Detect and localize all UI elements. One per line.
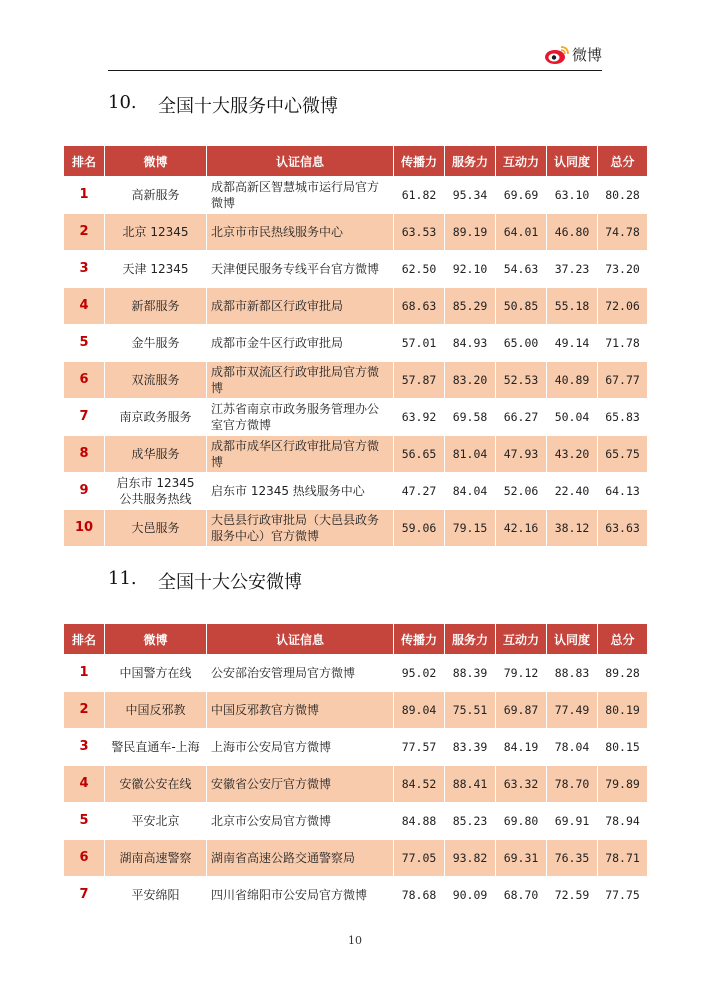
section-number: 10. bbox=[108, 92, 137, 113]
police-ranking-table bbox=[63, 623, 648, 914]
cell-name: 中国警方在线 bbox=[105, 655, 207, 692]
cell-total: 64.13 bbox=[598, 473, 648, 510]
cell-info: 四川省绵阳市公安局官方微博 bbox=[207, 877, 394, 914]
cell-name: 中国反邪教 bbox=[105, 692, 207, 729]
cell-name: 平安绵阳 bbox=[105, 877, 207, 914]
column-header: 互动力 bbox=[496, 624, 547, 655]
cell-info: 公安部治安管理局官方微博 bbox=[207, 655, 394, 692]
column-header: 微博 bbox=[105, 146, 207, 177]
table-row bbox=[64, 325, 648, 362]
table-row bbox=[64, 362, 648, 399]
cell-service: 88.39 bbox=[445, 655, 496, 692]
table-row bbox=[64, 729, 648, 766]
cell-total: 80.19 bbox=[598, 692, 648, 729]
cell-spread: 62.50 bbox=[394, 251, 445, 288]
table-row bbox=[64, 877, 648, 914]
cell-info: 北京市市民热线服务中心 bbox=[207, 214, 394, 251]
table-row bbox=[64, 766, 648, 803]
column-header: 互动力 bbox=[496, 146, 547, 177]
cell-recognition: 78.70 bbox=[547, 766, 598, 803]
cell-name: 湖南高速警察 bbox=[105, 840, 207, 877]
cell-service: 85.29 bbox=[445, 288, 496, 325]
cell-service: 92.10 bbox=[445, 251, 496, 288]
cell-interact: 63.32 bbox=[496, 766, 547, 803]
table-row bbox=[64, 473, 648, 510]
table-header-row bbox=[64, 624, 648, 655]
cell-info: 中国反邪教官方微博 bbox=[207, 692, 394, 729]
table-row bbox=[64, 177, 648, 214]
cell-spread: 95.02 bbox=[394, 655, 445, 692]
cell-interact: 42.16 bbox=[496, 510, 547, 547]
cell-name: 新都服务 bbox=[105, 288, 207, 325]
cell-info: 成都市成华区行政审批局官方微博 bbox=[207, 436, 394, 473]
cell-rank: 6 bbox=[64, 840, 105, 877]
cell-info: 成都市新都区行政审批局 bbox=[207, 288, 394, 325]
weibo-eye-icon bbox=[544, 45, 570, 65]
table-row bbox=[64, 803, 648, 840]
cell-recognition: 37.23 bbox=[547, 251, 598, 288]
cell-rank: 3 bbox=[64, 729, 105, 766]
cell-total: 78.71 bbox=[598, 840, 648, 877]
cell-spread: 57.87 bbox=[394, 362, 445, 399]
cell-service: 89.19 bbox=[445, 214, 496, 251]
cell-name: 警民直通车-上海 bbox=[105, 729, 207, 766]
cell-interact: 65.00 bbox=[496, 325, 547, 362]
cell-recognition: 38.12 bbox=[547, 510, 598, 547]
cell-recognition: 49.14 bbox=[547, 325, 598, 362]
table-row bbox=[64, 214, 648, 251]
cell-recognition: 63.10 bbox=[547, 177, 598, 214]
cell-rank: 7 bbox=[64, 399, 105, 436]
cell-name: 南京政务服务 bbox=[105, 399, 207, 436]
cell-rank: 4 bbox=[64, 766, 105, 803]
cell-service: 69.58 bbox=[445, 399, 496, 436]
cell-spread: 78.68 bbox=[394, 877, 445, 914]
column-header: 认证信息 bbox=[207, 624, 394, 655]
column-header: 微博 bbox=[105, 624, 207, 655]
cell-total: 65.83 bbox=[598, 399, 648, 436]
cell-service: 84.93 bbox=[445, 325, 496, 362]
cell-interact: 69.31 bbox=[496, 840, 547, 877]
section-number: 11. bbox=[108, 568, 137, 589]
page-number: 10 bbox=[348, 934, 362, 947]
cell-total: 77.75 bbox=[598, 877, 648, 914]
table-row bbox=[64, 399, 648, 436]
cell-rank: 2 bbox=[64, 692, 105, 729]
cell-rank: 8 bbox=[64, 436, 105, 473]
cell-interact: 50.85 bbox=[496, 288, 547, 325]
cell-total: 80.15 bbox=[598, 729, 648, 766]
column-header: 认同度 bbox=[547, 146, 598, 177]
cell-total: 71.78 bbox=[598, 325, 648, 362]
column-header: 认同度 bbox=[547, 624, 598, 655]
cell-recognition: 72.59 bbox=[547, 877, 598, 914]
cell-spread: 89.04 bbox=[394, 692, 445, 729]
cell-interact: 69.69 bbox=[496, 177, 547, 214]
section-10-title bbox=[108, 92, 338, 118]
cell-spread: 84.88 bbox=[394, 803, 445, 840]
cell-info: 大邑县行政审批局（大邑县政务服务中心）官方微博 bbox=[207, 510, 394, 547]
cell-rank: 6 bbox=[64, 362, 105, 399]
cell-total: 80.28 bbox=[598, 177, 648, 214]
cell-name: 双流服务 bbox=[105, 362, 207, 399]
cell-rank: 2 bbox=[64, 214, 105, 251]
cell-name: 成华服务 bbox=[105, 436, 207, 473]
cell-name: 金牛服务 bbox=[105, 325, 207, 362]
cell-total: 79.89 bbox=[598, 766, 648, 803]
cell-info: 启东市 12345 热线服务中心 bbox=[207, 473, 394, 510]
cell-spread: 47.27 bbox=[394, 473, 445, 510]
cell-interact: 64.01 bbox=[496, 214, 547, 251]
cell-rank: 1 bbox=[64, 177, 105, 214]
cell-interact: 84.19 bbox=[496, 729, 547, 766]
cell-name: 大邑服务 bbox=[105, 510, 207, 547]
cell-name: 安徽公安在线 bbox=[105, 766, 207, 803]
cell-rank: 4 bbox=[64, 288, 105, 325]
cell-service: 90.09 bbox=[445, 877, 496, 914]
cell-total: 78.94 bbox=[598, 803, 648, 840]
cell-name: 高新服务 bbox=[105, 177, 207, 214]
cell-total: 67.77 bbox=[598, 362, 648, 399]
cell-interact: 47.93 bbox=[496, 436, 547, 473]
cell-interact: 69.80 bbox=[496, 803, 547, 840]
cell-service: 85.23 bbox=[445, 803, 496, 840]
column-header: 服务力 bbox=[445, 624, 496, 655]
cell-recognition: 50.04 bbox=[547, 399, 598, 436]
cell-info: 成都高新区智慧城市运行局官方微博 bbox=[207, 177, 394, 214]
cell-info: 湖南省高速公路交通警察局 bbox=[207, 840, 394, 877]
cell-interact: 52.06 bbox=[496, 473, 547, 510]
cell-recognition: 69.91 bbox=[547, 803, 598, 840]
cell-service: 75.51 bbox=[445, 692, 496, 729]
cell-spread: 68.63 bbox=[394, 288, 445, 325]
cell-service: 83.39 bbox=[445, 729, 496, 766]
cell-info: 江苏省南京市政务服务管理办公室官方微博 bbox=[207, 399, 394, 436]
cell-rank: 5 bbox=[64, 325, 105, 362]
cell-total: 65.75 bbox=[598, 436, 648, 473]
cell-recognition: 76.35 bbox=[547, 840, 598, 877]
cell-info: 成都市金牛区行政审批局 bbox=[207, 325, 394, 362]
cell-spread: 77.05 bbox=[394, 840, 445, 877]
table-row bbox=[64, 251, 648, 288]
cell-spread: 84.52 bbox=[394, 766, 445, 803]
table-row bbox=[64, 510, 648, 547]
cell-service: 93.82 bbox=[445, 840, 496, 877]
cell-recognition: 78.04 bbox=[547, 729, 598, 766]
cell-rank: 10 bbox=[64, 510, 105, 547]
cell-interact: 66.27 bbox=[496, 399, 547, 436]
weibo-logo-text: 微博 bbox=[571, 46, 602, 64]
cell-rank: 1 bbox=[64, 655, 105, 692]
cell-recognition: 22.40 bbox=[547, 473, 598, 510]
cell-service: 95.34 bbox=[445, 177, 496, 214]
table-row bbox=[64, 288, 648, 325]
cell-rank: 5 bbox=[64, 803, 105, 840]
table-header-row bbox=[64, 146, 648, 177]
cell-total: 73.20 bbox=[598, 251, 648, 288]
cell-info: 上海市公安局官方微博 bbox=[207, 729, 394, 766]
cell-spread: 63.92 bbox=[394, 399, 445, 436]
cell-rank: 3 bbox=[64, 251, 105, 288]
cell-spread: 57.01 bbox=[394, 325, 445, 362]
cell-total: 89.28 bbox=[598, 655, 648, 692]
cell-service: 83.20 bbox=[445, 362, 496, 399]
cell-interact: 69.87 bbox=[496, 692, 547, 729]
cell-interact: 79.12 bbox=[496, 655, 547, 692]
cell-name: 启东市 12345 公共服务热线 bbox=[105, 473, 207, 510]
table-row bbox=[64, 692, 648, 729]
section-heading: 全国十大服务中心微博 bbox=[158, 96, 338, 117]
table-row bbox=[64, 655, 648, 692]
cell-info: 安徽省公安厅官方微博 bbox=[207, 766, 394, 803]
weibo-logo bbox=[544, 44, 602, 65]
cell-service: 79.15 bbox=[445, 510, 496, 547]
column-header: 服务力 bbox=[445, 146, 496, 177]
cell-recognition: 88.83 bbox=[547, 655, 598, 692]
column-header: 传播力 bbox=[394, 146, 445, 177]
cell-interact: 52.53 bbox=[496, 362, 547, 399]
service-center-ranking-table bbox=[63, 145, 648, 547]
cell-info: 天津便民服务专线平台官方微博 bbox=[207, 251, 394, 288]
cell-service: 88.41 bbox=[445, 766, 496, 803]
cell-recognition: 40.89 bbox=[547, 362, 598, 399]
cell-recognition: 55.18 bbox=[547, 288, 598, 325]
cell-interact: 68.70 bbox=[496, 877, 547, 914]
column-header: 传播力 bbox=[394, 624, 445, 655]
cell-total: 72.06 bbox=[598, 288, 648, 325]
cell-info: 北京市公安局官方微博 bbox=[207, 803, 394, 840]
column-header: 认证信息 bbox=[207, 146, 394, 177]
table-row bbox=[64, 840, 648, 877]
cell-spread: 63.53 bbox=[394, 214, 445, 251]
cell-total: 74.78 bbox=[598, 214, 648, 251]
column-header: 排名 bbox=[64, 624, 105, 655]
section-heading: 全国十大公安微博 bbox=[158, 572, 302, 593]
cell-recognition: 46.80 bbox=[547, 214, 598, 251]
cell-spread: 77.57 bbox=[394, 729, 445, 766]
column-header: 总分 bbox=[598, 624, 648, 655]
cell-info: 成都市双流区行政审批局官方微博 bbox=[207, 362, 394, 399]
cell-spread: 61.82 bbox=[394, 177, 445, 214]
section-11-title bbox=[108, 568, 302, 594]
cell-name: 天津 12345 bbox=[105, 251, 207, 288]
cell-total: 63.63 bbox=[598, 510, 648, 547]
cell-spread: 56.65 bbox=[394, 436, 445, 473]
cell-rank: 9 bbox=[64, 473, 105, 510]
table-row bbox=[64, 436, 648, 473]
column-header: 排名 bbox=[64, 146, 105, 177]
cell-recognition: 77.49 bbox=[547, 692, 598, 729]
column-header: 总分 bbox=[598, 146, 648, 177]
cell-spread: 59.06 bbox=[394, 510, 445, 547]
cell-service: 84.04 bbox=[445, 473, 496, 510]
cell-rank: 7 bbox=[64, 877, 105, 914]
cell-service: 81.04 bbox=[445, 436, 496, 473]
cell-recognition: 43.20 bbox=[547, 436, 598, 473]
cell-name: 北京 12345 bbox=[105, 214, 207, 251]
cell-name: 平安北京 bbox=[105, 803, 207, 840]
header-rule bbox=[108, 70, 602, 71]
cell-interact: 54.63 bbox=[496, 251, 547, 288]
